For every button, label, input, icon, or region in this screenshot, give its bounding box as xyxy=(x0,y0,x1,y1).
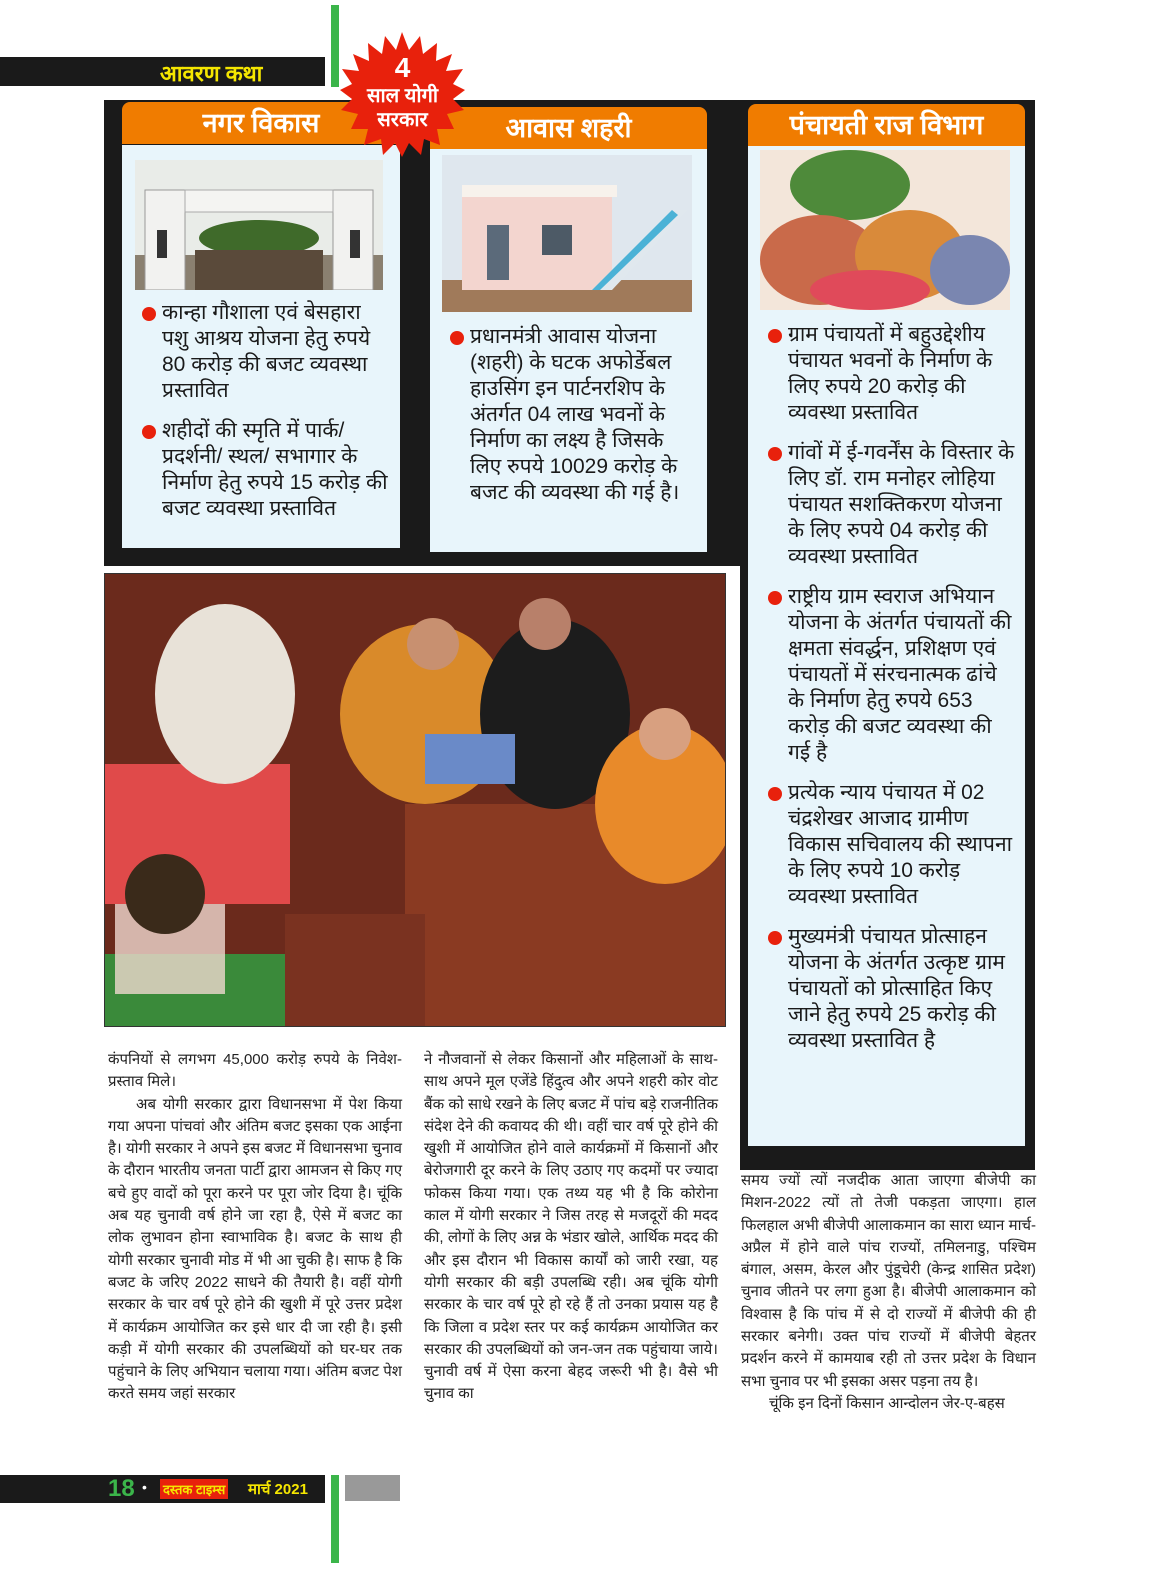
village-meeting-photo xyxy=(760,150,1010,310)
paragraph: कंपनियों से लगभग 45,000 करोड़ रुपये के निवेश-प्रस्ताव मिले। xyxy=(108,1051,402,1091)
list-item: कान्हा गौशाला एवं बेसहारा पशु आश्रय योजना हेतु रुपये 80 करोड़ की बजट व्यवस्था प्रस्तावित xyxy=(140,300,390,404)
bullet-icon xyxy=(142,425,156,439)
section-label-bar xyxy=(0,57,325,86)
four-years-badge xyxy=(340,32,465,157)
house-photo xyxy=(442,155,692,312)
issue-date: मार्च 2021 xyxy=(248,1481,308,1498)
section-label: आवरण कथा xyxy=(160,61,263,86)
green-divider xyxy=(331,5,339,87)
bullet-icon xyxy=(768,329,782,343)
list-item: गांवों में ई-गवर्नेंस के विस्तार के लिए डॉ. राम मनोहर लोहिया पंचायत सशक्तिकरण योजना के लिए रुपये 04 करोड़ की व्यवस्था प्रस्तावित xyxy=(766,440,1018,570)
paragraph: समय ज्यों त्यों नजदीक आता जाएगा बीजेपी का मिशन-2022 त्यों तो तेजी पकड़ता जाएगा। हाल फिलहाल अभी बीजेपी आलाकमान का सारा ध्यान मार्च-अप्रैल में होने वाले पांच राज्यों, तमिलनाडु, पश्चिम बंगाल, असम, केरल और पुंडूचेरी (केन्द्र शासित प्रदेश) चुनाव जीतने पर लगा हुआ है। बीजेपी आलाकमान को विश्वास है कि पांच में से दो राज्यों में बीजेपी की ही सरकार बनेगी। उक्त पांच राज्यों में बीजेपी बेहतर प्रदर्शन करने में कामयाब रही तो उत्तर प्रदेश के विधान सभा चुनाव पर भी इसका असर पड़ना तय है। xyxy=(741,1172,1036,1390)
box-title-awas-shahri: आवास शहरी xyxy=(430,107,707,149)
box-title-panchayati-raj: पंचायती राज विभाग xyxy=(748,104,1025,146)
article-column-3 xyxy=(741,1170,1036,1415)
bullet-icon xyxy=(768,591,782,605)
box-title-nagar-vikas: नगर विकास xyxy=(122,102,400,144)
paragraph: ने नौजवानों से लेकर किसानों और महिलाओं के साथ-साथ अपने मूल एजेंडे हिंदुत्व और अपने शहरी कोर वोट बैंक को साधे रखने के लिए बजट में पांच बड़े राजनीतिक संदेश देने की कवायद की थी। वहीं चार वर्ष पूरे होने की खुशी में आयोजित होने वाले कार्यक्रमों में किसानों और बेरोजगारी दूर करने के लिए उठाए गए कदमों पर ज्यादा फोकस किया गया। एक तथ्य यह भी है कि कोरोना काल में योगी सरकार ने जिस तरह से मजदूरों की मदद की, लोगों के लिए अन्न के भंडार खोले, आर्थिक मदद की और इस दौरान भी विकास कार्यों को जारी रखा, यह योगी सरकार की बड़ी उपलब्धि रही। अब चूंकि योगी सरकार के चार वर्ष पूरे हो रहे हैं तो उनका प्रयास यह है कि जिला व प्रदेश स्तर पर कई कार्यक्रम आयोजित कर सरकार की उपलब्धियों को जन-जन तक पहुंचाया जाये। चुनावी वर्ष में ऐसा करना बेहद जरूरी भी है। वैसे भी चुनाव का xyxy=(424,1051,718,1403)
footer-separator: • xyxy=(142,1479,147,1495)
bullet-icon xyxy=(450,331,464,345)
box-panel-panchayati-raj xyxy=(748,146,1025,1146)
paragraph: चूंकि इन दिनों किसान आन्दोलन जेर-ए-बहस xyxy=(769,1394,1005,1412)
gray-block xyxy=(345,1475,400,1501)
badge-line2: सरकार xyxy=(377,109,428,131)
list-item: राष्ट्रीय ग्राम स्वराज अभियान योजना के अंतर्गत पंचायतों की क्षमता संवर्द्धन, प्रशिक्षण एवं पंचायतों में संरचनात्मक ढांचे के निर्माण हेतु रुपये 653 करोड़ की बजट व्यवस्था की गई है xyxy=(766,584,1018,766)
green-divider-bottom xyxy=(331,1475,339,1563)
awas-shahri-list xyxy=(448,324,698,520)
panchayati-raj-list xyxy=(766,322,1018,1068)
paragraph: अब योगी सरकार द्वारा विधानसभा में पेश किया गया अपना पांचवां और अंतिम बजट इसका एक आईना है। योगी सरकार ने अपने इस बजट में विधानसभा चुनाव के दौरान भारतीय जनता पार्टी द्वारा आमजन से किए गए बचे हुए वादों को पूरा करने पर पूरा जोर दिया है। चूंकि अब यह चुनावी वर्ष होने जा रहा है, ऐसे में बजट का लोक लुभावन होना स्वाभाविक है। बजट के साथ ही योगी सरकार चुनावी मोड में भी आ चुकी है। साफ है कि बजट के जरिए 2022 साधने की तैयारी है। वहीं योगी सरकार के चार वर्ष पूरे होने की खुशी में पूरे उत्तर प्रदेश में कार्यक्रम आयोजित कर इसे धार दी जा रही है। इसी कड़ी में योगी सरकार की उपलब्धियों को घर-घर तक पहुंचाने के लिए अभियान चलाया गया। अंतिम बजट पेश करते समय जहां सरकार xyxy=(108,1095,402,1403)
assembly-session-photo xyxy=(104,573,726,1027)
article-column-2 xyxy=(424,1049,718,1406)
bullet-icon xyxy=(768,447,782,461)
list-item: ग्राम पंचायतों में बहुउद्देशीय पंचायत भवनों के निर्माण के लिए रुपये 20 करोड़ की व्यवस्था प्रस्तावित xyxy=(766,322,1018,426)
magazine-logo: दस्तक टाइम्स xyxy=(160,1479,228,1499)
bullet-icon xyxy=(142,307,156,321)
footer-bar xyxy=(0,1475,325,1503)
bullet-icon xyxy=(768,931,782,945)
box-panel-nagar-vikas xyxy=(122,145,400,548)
box-panel-awas-shahri xyxy=(430,149,707,552)
list-item: प्रधानमंत्री आवास योजना (शहरी) के घटक अफोर्डेबल हाउसिंग इन पार्टनरशिप के अंतर्गत 04 लाख भवनों के निर्माण का लक्ष्य है जिसके लिए रुपये 10029 करोड़ के बजट की व्यवस्था की गई है। xyxy=(448,324,698,506)
badge-line1: साल योगी xyxy=(366,85,439,107)
badge-number: 4 xyxy=(394,52,411,83)
gate-photo xyxy=(135,160,383,290)
nagar-vikas-list xyxy=(140,300,390,536)
list-item: शहीदों की स्मृति में पार्क/ प्रदर्शनी/ स्थल/ सभागार के निर्माण हेतु रुपये 15 करोड़ की बजट व्यवस्था प्रस्तावित xyxy=(140,418,390,522)
bullet-icon xyxy=(768,787,782,801)
page-number: 18 xyxy=(108,1475,135,1502)
list-item: प्रत्येक न्याय पंचायत में 02 चंद्रशेखर आजाद ग्रामीण विकास सचिवालय की स्थापना के लिए रुपये 10 करोड़ व्यवस्था प्रस्तावित xyxy=(766,780,1018,910)
list-item: मुख्यमंत्री पंचायत प्रोत्साहन योजना के अंतर्गत उत्कृष्ट ग्राम पंचायतों को प्रोत्साहित किए जाने हेतु रुपये 25 करोड़ की व्यवस्था प्रस्तावित है xyxy=(766,924,1018,1054)
article-column-1 xyxy=(108,1049,402,1406)
